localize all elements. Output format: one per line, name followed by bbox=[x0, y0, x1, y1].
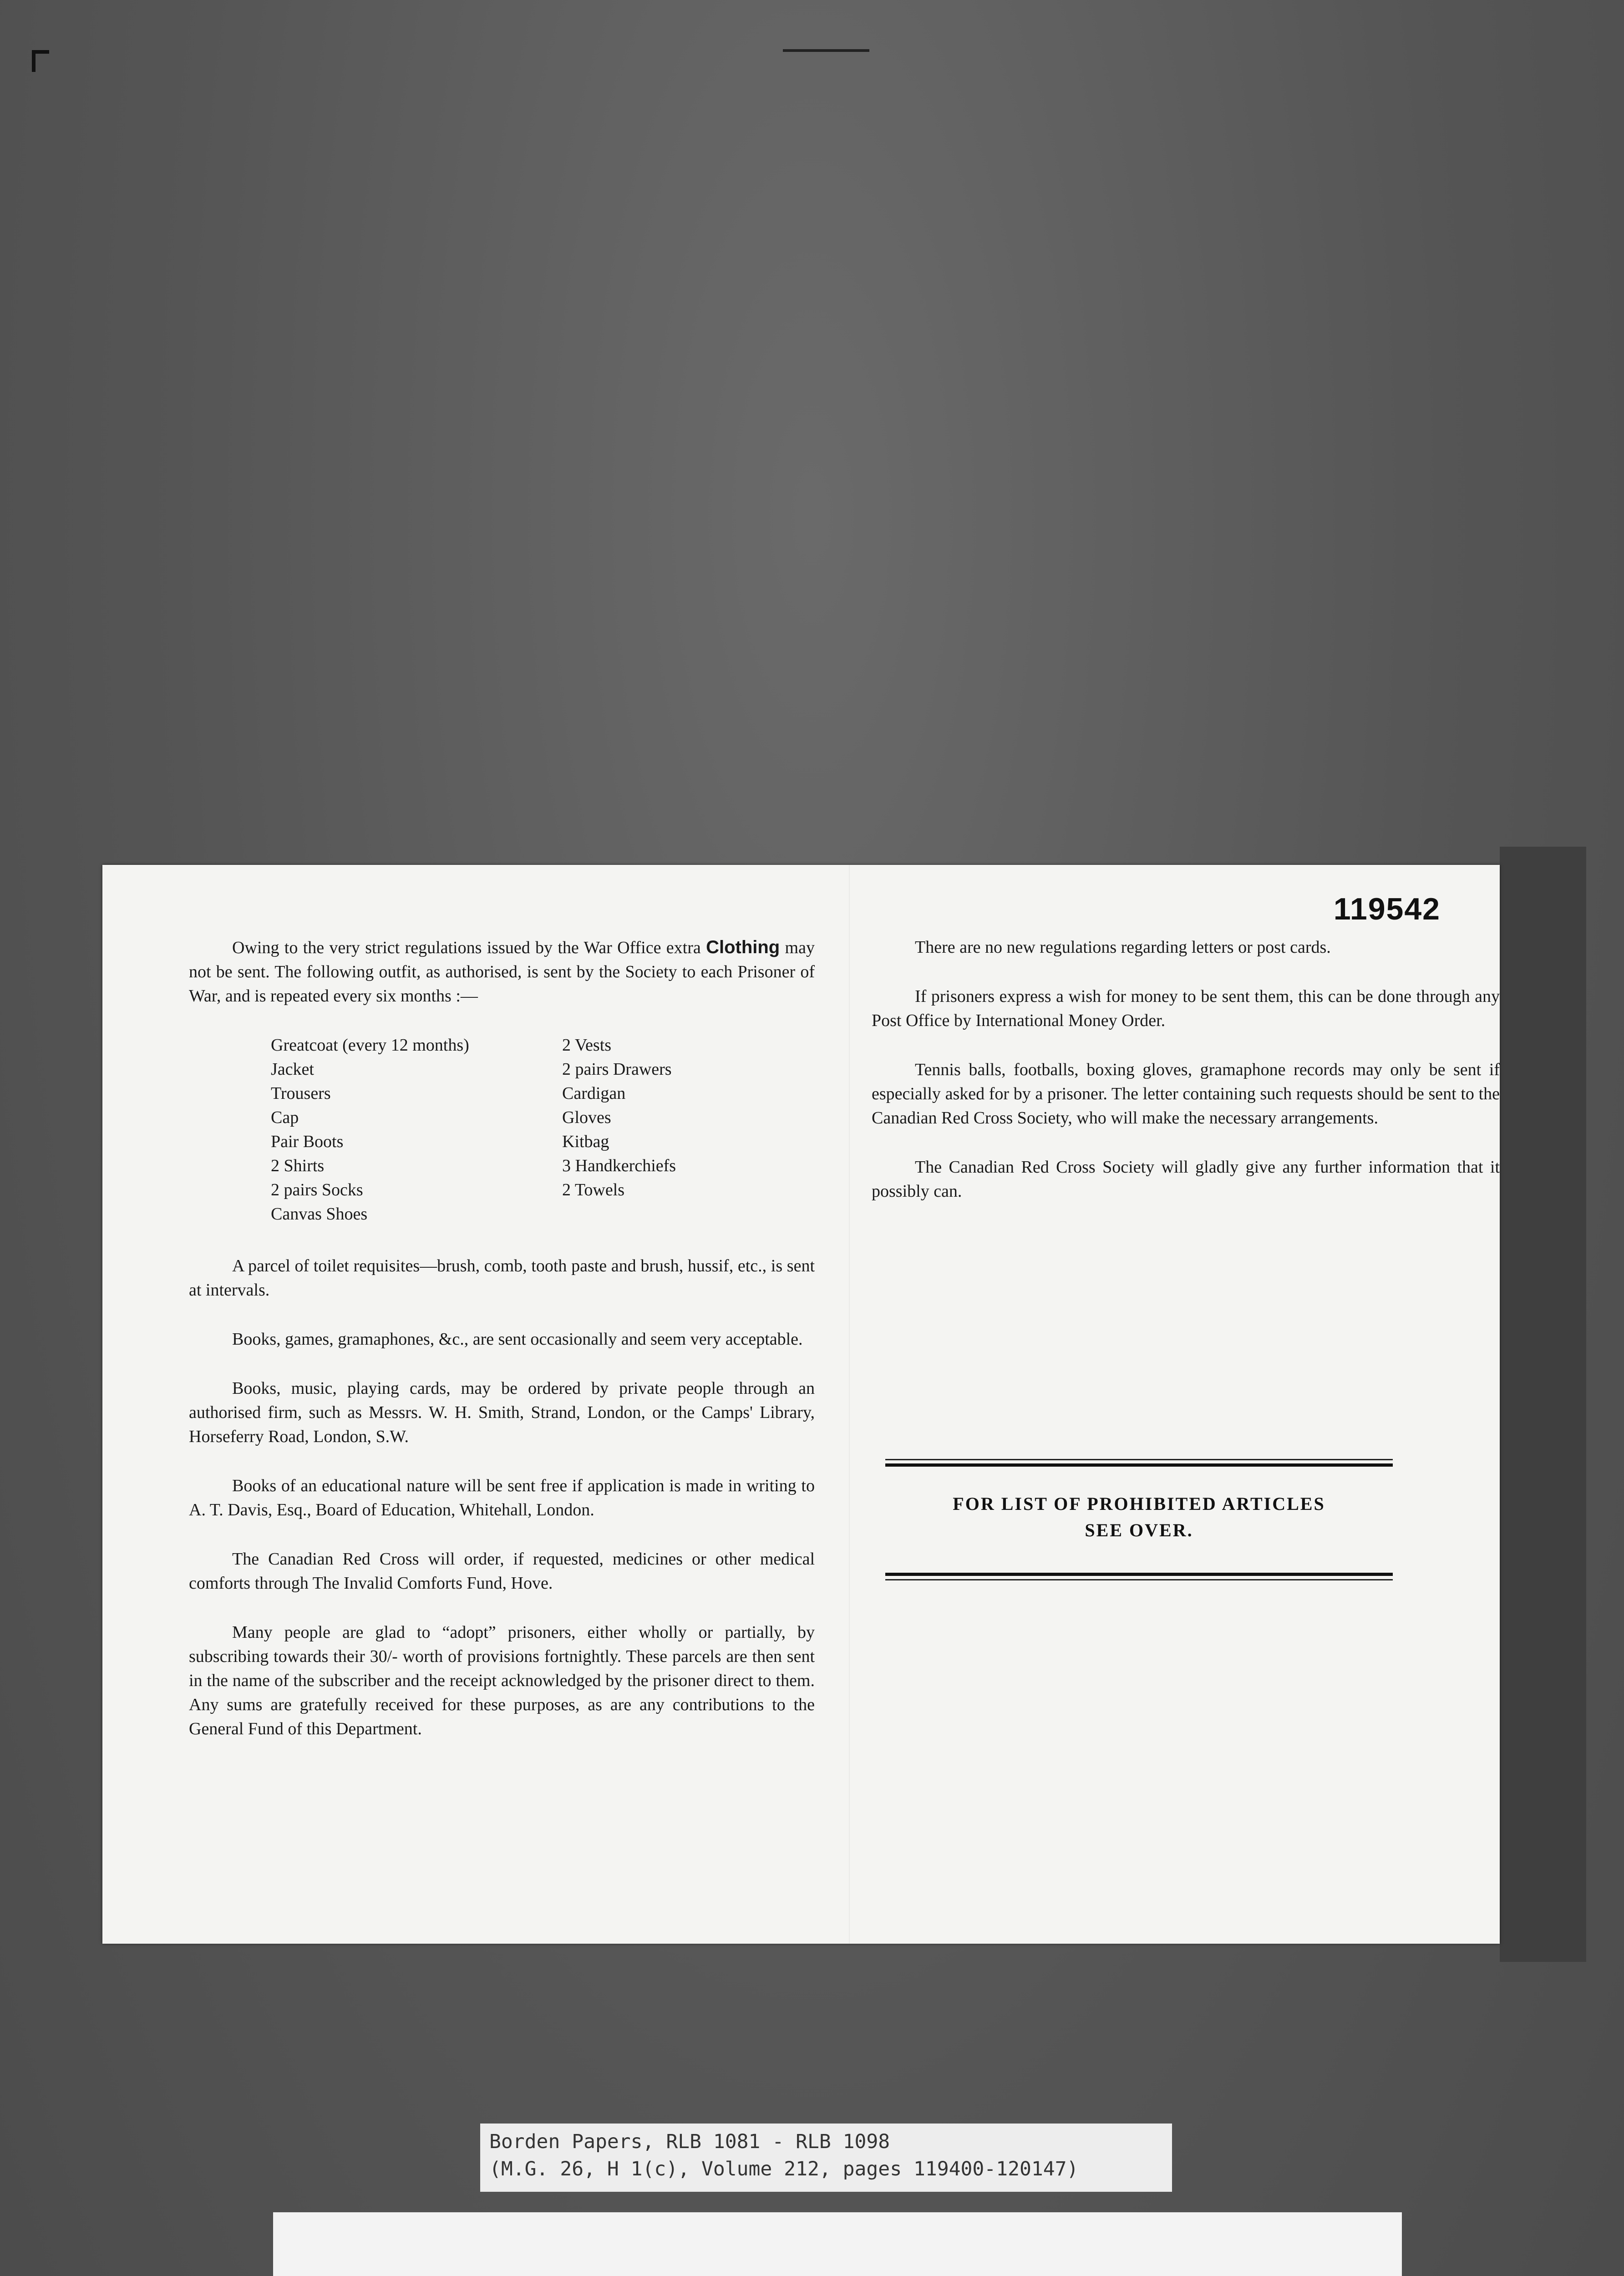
corner-crop-mark bbox=[32, 50, 49, 72]
prohibited-articles-note bbox=[885, 1491, 1393, 1544]
outfit-item: Trousers bbox=[271, 1084, 331, 1103]
film-shadow-strip bbox=[1500, 847, 1586, 1962]
archive-reference-label bbox=[480, 2124, 1172, 2192]
outfit-item: Cardigan bbox=[562, 1084, 626, 1103]
outfit-item: Cap bbox=[271, 1108, 299, 1127]
outfit-item: Greatcoat (every 12 months) bbox=[271, 1036, 469, 1055]
page-number: 119542 bbox=[1333, 892, 1441, 926]
outfit-item: Gloves bbox=[562, 1108, 611, 1127]
sports-items-paragraph: Tennis balls, footballs, boxing gloves, gramaphone records may only be sent if especially asked for by a prisoner. The letter containing such requests should be sent to the Canadian Red Cross Society, who will make the necessary arrangements. bbox=[872, 1060, 1500, 1128]
intro-paragraph bbox=[189, 935, 815, 1008]
double-rule-top bbox=[885, 1459, 1393, 1467]
clothing-bold-word: Clothing bbox=[706, 937, 780, 957]
adopt-prisoners-paragraph: Many people are glad to “adopt” prisoners, either wholly or partially, by subscribing towards their 30/- worth of provisions fortnightly. These parcels are then sent in the name of the subscriber and the receipt acknowledged by the prisoner direct to them. Any sums are gratefully received for these purposes, as are any contributions to the General Fund of this Department. bbox=[189, 1623, 815, 1738]
intro-text-before: Owing to the very strict regulations issued by the War Office extra bbox=[232, 938, 706, 957]
prohibited-line-1: FOR LIST OF PROHIBITED ARTICLES bbox=[953, 1494, 1325, 1514]
reference-line-2: (M.G. 26, H 1(c), Volume 212, pages 119400-120147) bbox=[489, 2158, 1079, 2180]
outfit-item: Pair Boots bbox=[271, 1132, 344, 1151]
outfit-item: Jacket bbox=[271, 1060, 314, 1079]
archive-title-card bbox=[273, 2212, 1402, 2276]
outfit-item: 2 Shirts bbox=[271, 1156, 325, 1175]
educational-books-paragraph: Books of an educational nature will be sent free if application is made in writing to A. T. Davis, Esq., Board of Education, Whitehall, London. bbox=[189, 1476, 815, 1519]
intro-text-after: may not be sent. The following outfit, as authorised, is sent by the Society to each Prisoner of War, and is repeated every six months :— bbox=[189, 938, 815, 1006]
toilet-parcel-paragraph: A parcel of toilet requisites—brush, comb, tooth paste and brush, hussif, etc., is sent at intervals. bbox=[189, 1256, 815, 1300]
double-rule-bottom bbox=[885, 1573, 1393, 1580]
outfit-item: 2 pairs Socks bbox=[271, 1180, 363, 1199]
document-sheet bbox=[102, 865, 1500, 1944]
outfit-item: 2 Vests bbox=[562, 1036, 612, 1055]
page-fold bbox=[849, 865, 850, 1944]
reference-line-1: Borden Papers, RLB 1081 - RLB 1098 bbox=[489, 2130, 890, 2153]
money-paragraph: If prisoners express a wish for money to be sent them, this can be done through any Post Office by International Money Order. bbox=[872, 987, 1500, 1030]
medical-comforts-paragraph: The Canadian Red Cross will order, if requested, medicines or other medical comforts through The Invalid Comforts Fund, Hove. bbox=[189, 1550, 815, 1593]
further-info-paragraph: The Canadian Red Cross Society will gladly give any further information that it possibly can. bbox=[872, 1158, 1500, 1201]
outfit-list-column-1 bbox=[271, 1033, 526, 1226]
outfit-item: 3 Handkerchiefs bbox=[562, 1156, 676, 1175]
private-orders-paragraph: Books, music, playing cards, may be ordered by private people through an authorised firm, such as Messrs. W. H. Smith, Strand, London, or the Camps' Library, Horseferry Road, London, S.W. bbox=[189, 1379, 815, 1446]
letters-paragraph: There are no new regulations regarding letters or post cards. bbox=[915, 938, 1331, 957]
right-column bbox=[872, 935, 1500, 1204]
outfit-item: 2 pairs Drawers bbox=[562, 1060, 672, 1079]
books-games-paragraph: Books, games, gramaphones, &c., are sent occasionally and seem very acceptable. bbox=[232, 1330, 803, 1349]
outfit-item: Kitbag bbox=[562, 1132, 609, 1151]
prohibited-line-2: SEE OVER. bbox=[1085, 1520, 1193, 1540]
outfit-list-column-2 bbox=[562, 1033, 817, 1202]
left-column bbox=[189, 935, 815, 1741]
outfit-list bbox=[189, 1033, 815, 1229]
top-edge-mark bbox=[783, 49, 869, 52]
outfit-item: 2 Towels bbox=[562, 1180, 625, 1199]
outfit-item: Canvas Shoes bbox=[271, 1204, 368, 1224]
